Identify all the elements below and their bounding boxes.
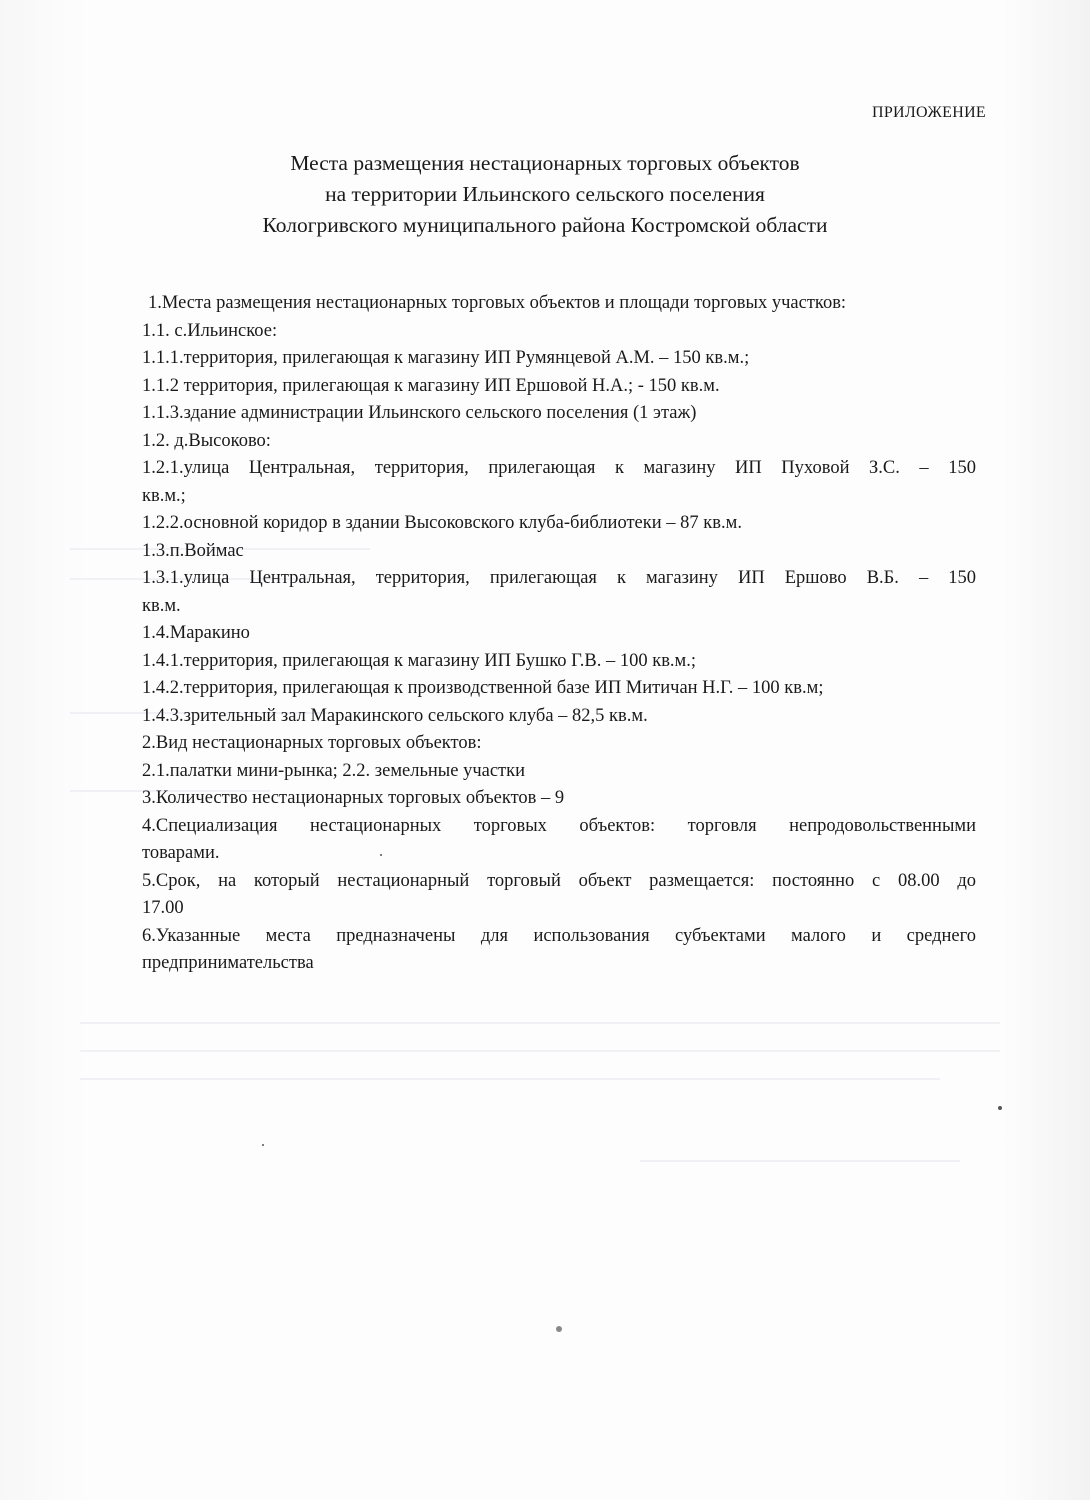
paragraph-1: 1.Места размещения нестационарных торговых объектов и площади торговых участков: xyxy=(148,293,847,313)
paragraph-1-4-2: 1.4.2.территория, прилегающая к производственной базе ИП Митичан Н.Г. – 100 кв.м; xyxy=(142,678,824,698)
paragraph-1-1: 1.1. с.Ильинское: xyxy=(142,320,278,341)
paragraph-5: 5.Срок, на который нестационарный торговый объект размещается: постоянно с 08.00 до xyxy=(142,870,976,891)
paragraph-2: 2.Вид нестационарных торговых объектов: xyxy=(142,733,482,753)
scan-speck xyxy=(262,1144,264,1146)
bleed-through-line xyxy=(80,1022,1000,1024)
title-line-2: на территории Ильинского сельского поселения xyxy=(325,182,765,206)
bleed-through-line xyxy=(80,1078,940,1080)
paragraph-2-1: 2.1.палатки мини-рынка; 2.2. земельные участки xyxy=(142,760,526,781)
appendix-label: ПРИЛОЖЕНИЕ xyxy=(871,104,986,121)
paragraph-4-cont: товарами. xyxy=(142,843,220,863)
paragraph-3: 3.Количество нестационарных торговых объектов – 9 xyxy=(142,788,565,808)
paragraph-1-1-1: 1.1.1.территория, прилегающая к магазину ИП Румянцевой А.М. – 150 кв.м.; xyxy=(142,348,750,368)
paragraph-1-3: 1.3.п.Воймас xyxy=(142,540,244,561)
title-line-1: Места размещения нестационарных торговых объектов xyxy=(290,151,800,175)
scan-speck xyxy=(998,1106,1002,1110)
scan-speck xyxy=(556,1326,562,1332)
paragraph-1-4: 1.4.Маракино xyxy=(142,623,250,643)
paragraph-1-4-3: 1.4.3.зрительный зал Маракинского сельского клуба – 82,5 кв.м. xyxy=(142,705,648,726)
paragraph-1-2: 1.2. д.Высоково: xyxy=(142,430,271,451)
paragraph-1-2-2: 1.2.2.основной коридор в здании Высоковского клуба-библиотеки – 87 кв.м. xyxy=(142,513,742,533)
document-title xyxy=(0,148,1090,241)
paragraph-1-2-1: 1.2.1.улица Центральная, территория, прилегающая к магазину ИП Пуховой З.С. – 150 xyxy=(142,458,976,478)
paragraph-6: 6.Указанные места предназначены для использования субъектами малого и среднего xyxy=(142,925,976,946)
paragraph-1-1-3: 1.1.3.здание администрации Ильинского сельского поселения (1 этаж) xyxy=(142,403,697,423)
bleed-through-line xyxy=(80,1050,1000,1052)
paragraph-1-2-1-cont: кв.м.; xyxy=(142,485,186,506)
paragraph-4: 4.Специализация нестационарных торговых объектов: торговля непродовольственными xyxy=(142,815,976,836)
title-line-3: Кологривского муниципального района Костромской области xyxy=(262,213,828,237)
paragraph-5-cont: 17.00 xyxy=(142,898,184,918)
paragraph-1-4-1: 1.4.1.территория, прилегающая к магазину ИП Бушко Г.В. – 100 кв.м.; xyxy=(142,650,697,671)
paragraph-1-1-2: 1.1.2 территория, прилегающая к магазину ИП Ершовой Н.А.; - 150 кв.м. xyxy=(142,375,720,396)
document-body xyxy=(142,290,976,978)
paragraph-1-3-1-cont: кв.м. xyxy=(142,595,181,616)
bleed-through-line xyxy=(640,1160,960,1162)
paragraph-6-cont: предпринимательства xyxy=(142,953,314,973)
paragraph-1-3-1: 1.3.1.улица Центральная, территория, прилегающая к магазину ИП Ершово В.Б. – 150 xyxy=(142,568,976,588)
